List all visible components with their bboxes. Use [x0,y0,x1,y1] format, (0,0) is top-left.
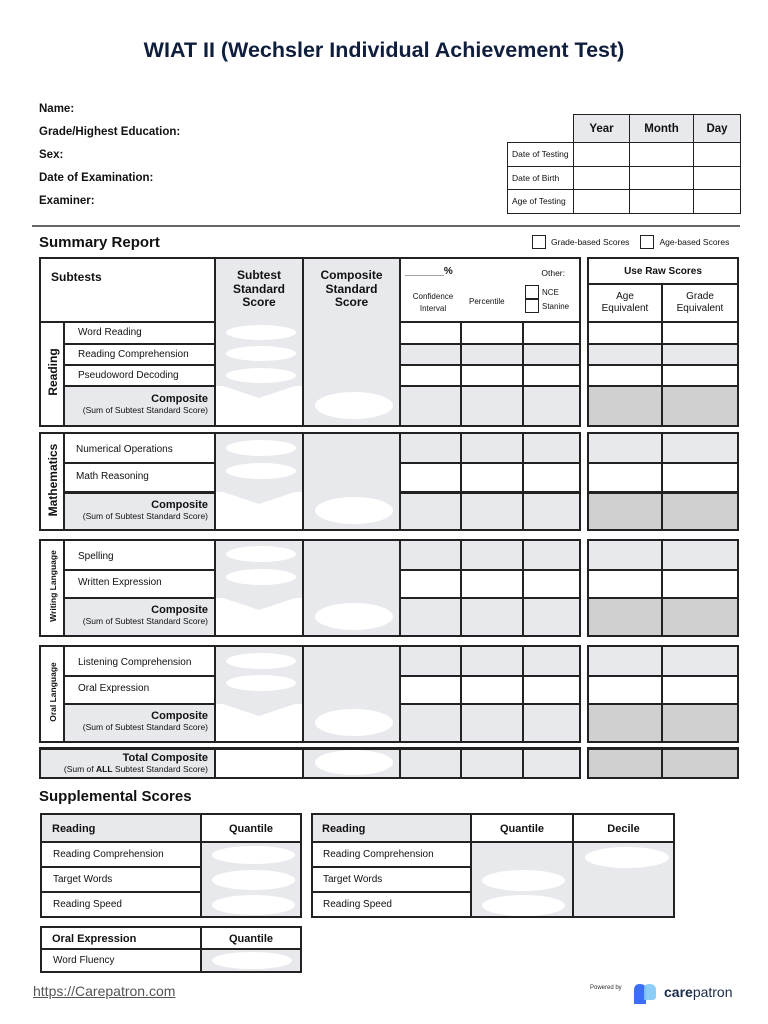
total-other[interactable] [523,747,581,779]
oral-ci-1[interactable] [400,645,461,676]
oral-pct-2[interactable] [461,676,523,704]
score-input-oral-expression[interactable] [226,675,296,691]
grade-education-field[interactable]: Grade/Highest Education: [39,126,181,138]
oral-age-eq-comp [587,704,662,743]
supp1-row: Reading Comprehension [40,842,201,867]
supp2-quantile-input[interactable] [482,870,565,891]
page-title: WIAT II (Wechsler Individual Achievement Test) [143,38,625,62]
dob-year[interactable] [574,166,630,190]
carepatron-brand: carepatron [664,984,733,1000]
oral-ci-comp[interactable] [400,704,461,743]
age-based-label: Age-based Scores [659,237,730,247]
nce-checkbox[interactable] [525,285,539,299]
oral-grade-eq-1[interactable] [662,645,739,676]
down-arrow-icon [223,492,295,504]
writing-grade-eq-comp [662,598,739,637]
reading-other-1[interactable] [523,322,581,344]
reading-age-eq-1[interactable] [587,322,662,344]
row-label: Date of Birth [508,166,574,190]
math-ci-2[interactable] [400,463,461,492]
composite-input-mathematics[interactable] [315,497,393,524]
powered-by-label: Powered by [590,985,622,991]
name-field[interactable]: Name: [39,103,75,115]
down-arrow-icon [223,704,295,716]
section-label-mathematics: Mathematics [39,432,64,531]
subtest-row-oral-expression: Oral Expression [64,676,215,704]
reading-pct-3[interactable] [461,365,523,386]
supp1-row: Target Words [40,867,201,892]
subtest-row-math-reasoning: Math Reasoning [64,463,215,492]
math-grade-eq-1[interactable] [662,432,739,463]
sex-field[interactable]: Sex: [39,149,64,161]
grade-based-checkbox[interactable] [532,235,546,249]
age-testing-year[interactable] [574,190,630,214]
composite-input-reading[interactable] [315,392,393,419]
supp2-row: Target Words [311,867,471,892]
supp2-decile-header: Decile [573,813,675,842]
supp3-row: Word Fluency [40,949,201,973]
supp3-quantile-input[interactable] [212,952,292,969]
math-age-eq-2[interactable] [587,463,662,492]
age-testing-day[interactable] [694,190,741,214]
oral-age-eq-1[interactable] [587,645,662,676]
writing-other-comp[interactable] [523,598,581,637]
section-label-writing-language: Writing Language [39,539,64,637]
total-age-eq [587,747,662,779]
math-other-2[interactable] [523,463,581,492]
reading-age-eq-2[interactable] [587,344,662,365]
composite-standard-score-column: Composite Standard Score [303,257,400,427]
age-equivalent-header: Age Equivalent [587,284,662,322]
math-age-eq-1[interactable] [587,432,662,463]
date-table [507,114,741,214]
writing-other-1[interactable] [523,539,581,570]
carepatron-link[interactable]: https://Carepatron.com [33,983,176,999]
math-pct-1[interactable] [461,432,523,463]
math-grade-eq-comp [662,492,739,531]
supp1-header: Reading [40,813,201,842]
subtest-row-pseudoword-decoding: Pseudoword Decoding [64,365,215,386]
reading-ci-comp[interactable] [400,386,461,427]
dob-month[interactable] [630,166,694,190]
subtest-standard-score-column: Subtest Standard Score [215,257,303,427]
writing-age-eq-1[interactable] [587,539,662,570]
age-based-checkbox[interactable] [640,235,654,249]
supp2-quantile-input[interactable] [482,895,565,916]
math-pct-comp[interactable] [461,492,523,531]
dob-day[interactable] [694,166,741,190]
oral-ci-2[interactable] [400,676,461,704]
summary-heading: Summary Report [39,234,160,251]
supp2-quantile-header: Quantile [471,813,573,842]
supplemental-heading: Supplemental Scores [39,788,192,805]
subtest-row-written-expression: Written Expression [64,570,215,598]
supp1-row: Reading Speed [40,892,201,918]
total-subtest-score[interactable] [215,747,303,779]
score-input-written-expression[interactable] [226,569,296,585]
col-month: Month [630,115,694,143]
composite-row-oral: Composite (Sum of Subtest Standard Score) [64,704,215,743]
writing-other-2[interactable] [523,570,581,598]
subtest-row-listening-comprehension: Listening Comprehension [64,645,215,676]
raw-scores-header: Use Raw Scores [587,257,739,284]
examiner-field[interactable]: Examiner: [39,195,95,207]
supp2-row: Reading Speed [311,892,471,918]
supp3-quantile-header: Quantile [201,926,302,949]
writing-pct-comp[interactable] [461,598,523,637]
oral-other-1[interactable] [523,645,581,676]
carepatron-logo-icon [632,982,662,1004]
reading-ci-1[interactable] [400,322,461,344]
reading-other-comp[interactable] [523,386,581,427]
reading-age-eq-3[interactable] [587,365,662,386]
derived-scores-header: _______% Other: Confidence Interval Percentile NCE Stanine [400,257,581,322]
supp3-header: Oral Expression [40,926,201,949]
reading-grade-eq-2[interactable] [662,344,739,365]
down-arrow-icon [223,386,295,398]
supp2-header: Reading [311,813,471,842]
grade-based-label: Grade-based Scores [551,237,630,247]
col-year: Year [574,115,630,143]
reading-pct-comp[interactable] [461,386,523,427]
writing-grade-eq-2[interactable] [662,570,739,598]
total-pct[interactable] [461,747,523,779]
oral-pct-1[interactable] [461,645,523,676]
math-ci-1[interactable] [400,432,461,463]
writing-grade-eq-1[interactable] [662,539,739,570]
score-input-spelling[interactable] [226,546,296,562]
math-grade-eq-2[interactable] [662,463,739,492]
grade-equivalent-header: Grade Equivalent [662,284,739,322]
writing-pct-2[interactable] [461,570,523,598]
reading-grade-eq-3[interactable] [662,365,739,386]
supp2-decile-input[interactable] [585,847,669,868]
supp1-quantile-input[interactable] [212,846,295,864]
col-day: Day [694,115,741,143]
date-of-examination-field[interactable]: Date of Examination: [39,172,154,184]
reading-grade-eq-comp [662,386,739,427]
math-ci-comp[interactable] [400,492,461,531]
math-other-1[interactable] [523,432,581,463]
score-input-listening-comprehension[interactable] [226,653,296,669]
score-input-numerical-operations[interactable] [226,440,296,456]
stanine-checkbox[interactable] [525,299,539,313]
subtest-row-reading-comprehension: Reading Comprehension [64,344,215,365]
score-input-word-reading[interactable] [226,325,296,340]
date-testing-year[interactable] [574,143,630,167]
row-label: Date of Testing [508,143,574,167]
total-ci[interactable] [400,747,461,779]
supp1-quantile-input[interactable] [212,895,295,915]
subtest-row-spelling: Spelling [64,539,215,570]
reading-pct-2[interactable] [461,344,523,365]
reading-pct-1[interactable] [461,322,523,344]
reading-other-2[interactable] [523,344,581,365]
writing-age-eq-2[interactable] [587,570,662,598]
confidence-percent-blank[interactable]: _______% [405,266,453,277]
composite-row-writing: Composite (Sum of Subtest Standard Score) [64,598,215,637]
composite-row-reading: Composite (Sum of Subtest Standard Score) [64,386,215,427]
row-label: Age of Testing [508,190,574,214]
reading-ci-3[interactable] [400,365,461,386]
writing-ci-1[interactable] [400,539,461,570]
down-arrow-icon [223,598,295,610]
supp1-quantile-header: Quantile [201,813,302,842]
age-testing-month[interactable] [630,190,694,214]
total-grade-eq [662,747,739,779]
oral-pct-comp[interactable] [461,704,523,743]
reading-ci-2[interactable] [400,344,461,365]
math-age-eq-comp [587,492,662,531]
composite-input-writing[interactable] [315,603,393,630]
total-composite-input[interactable] [315,750,393,775]
oral-grade-eq-comp [662,704,739,743]
date-testing-day[interactable] [694,143,741,167]
oral-grade-eq-2[interactable] [662,676,739,704]
reading-other-3[interactable] [523,365,581,386]
subtest-row-numerical-operations: Numerical Operations [64,432,215,463]
subtests-header: Subtests [39,257,215,322]
writing-age-eq-comp [587,598,662,637]
reading-grade-eq-1[interactable] [662,322,739,344]
total-composite-row: Total Composite (Sum of ALL Subtest Standard Score) [39,747,215,779]
section-label-oral-language: Oral Language [39,645,64,743]
score-input-math-reasoning[interactable] [226,463,296,479]
supp1-quantile-input[interactable] [212,870,295,890]
score-input-pseudoword-decoding[interactable] [226,368,296,383]
score-input-reading-comprehension[interactable] [226,346,296,361]
writing-ci-2[interactable] [400,570,461,598]
oral-age-eq-2[interactable] [587,676,662,704]
section-label-reading: Reading [39,322,64,427]
math-other-comp[interactable] [523,492,581,531]
writing-ci-comp[interactable] [400,598,461,637]
subtest-row-word-reading: Word Reading [64,322,215,344]
math-pct-2[interactable] [461,463,523,492]
composite-row-mathematics: Composite (Sum of Subtest Standard Score) [64,492,215,531]
oral-other-comp[interactable] [523,704,581,743]
composite-input-oral[interactable] [315,709,393,736]
divider [32,225,740,227]
supp2-row: Reading Comprehension [311,842,471,867]
reading-age-eq-comp [587,386,662,427]
writing-pct-1[interactable] [461,539,523,570]
oral-other-2[interactable] [523,676,581,704]
date-testing-month[interactable] [630,143,694,167]
